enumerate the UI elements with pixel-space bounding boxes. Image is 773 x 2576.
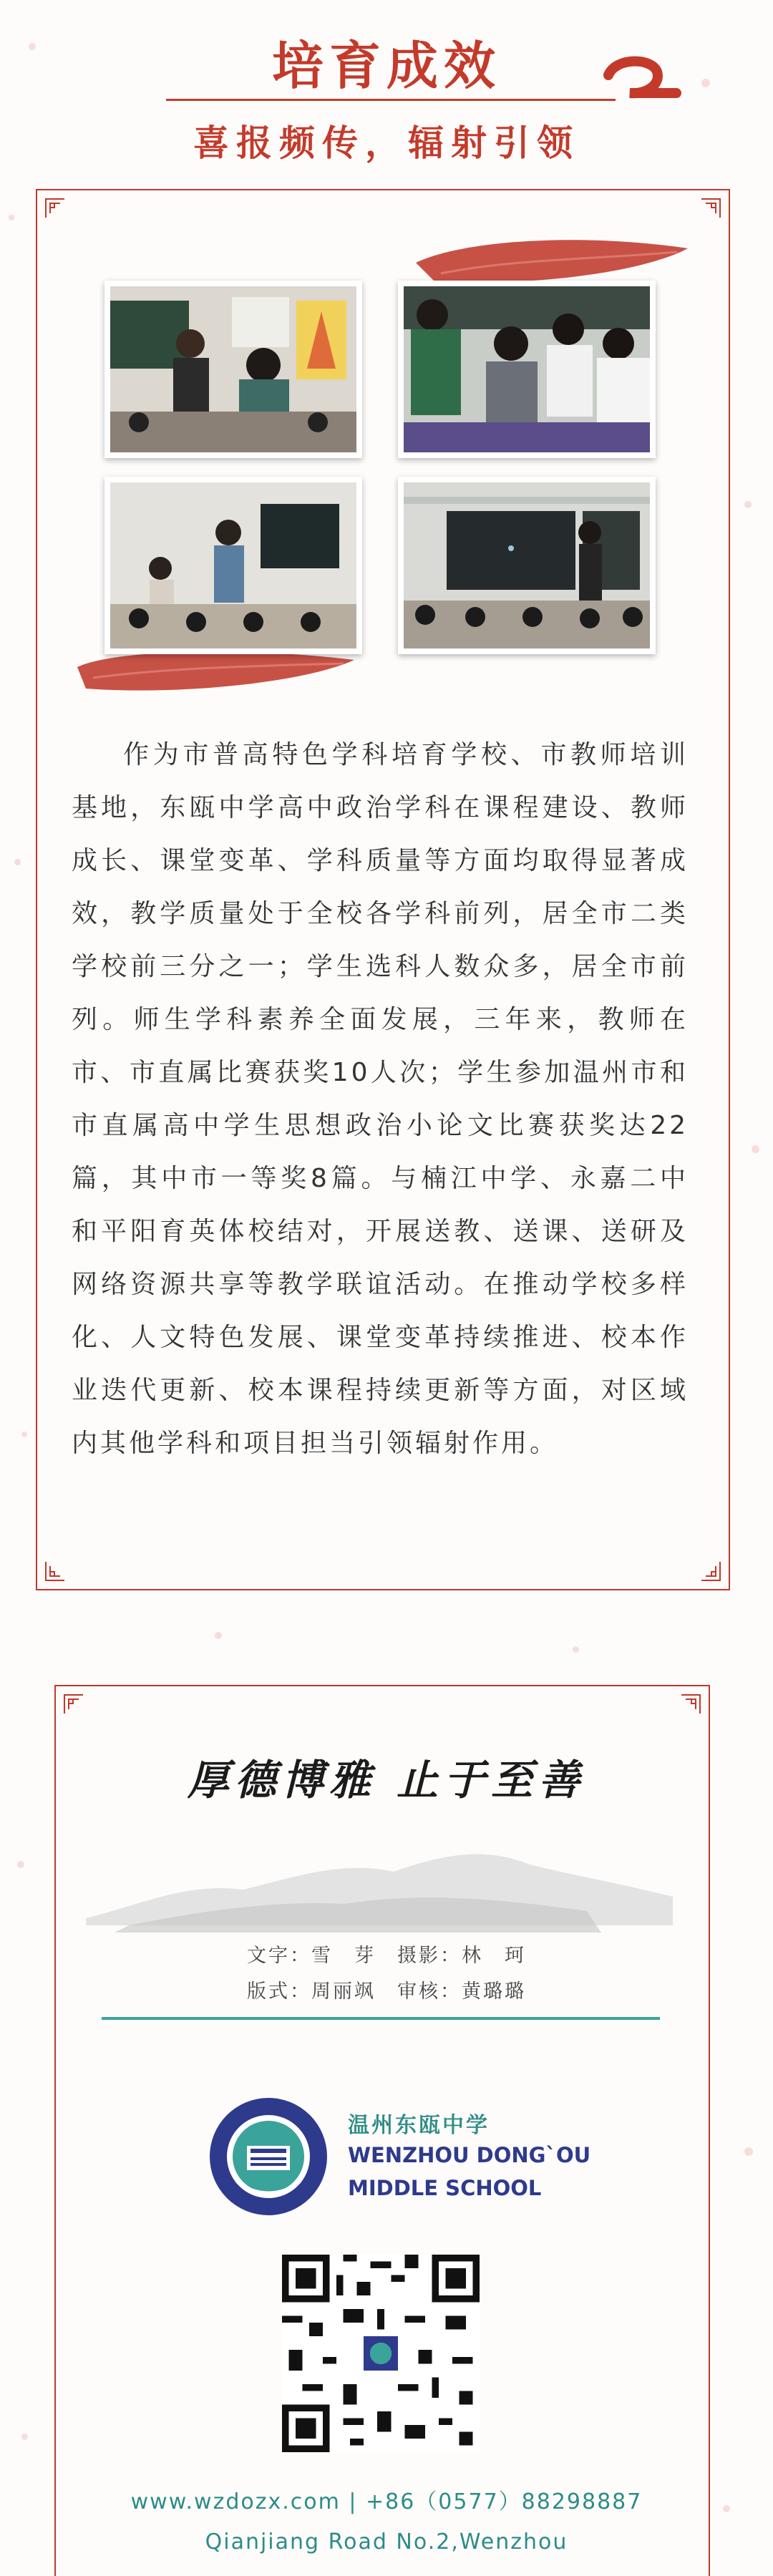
section-subtitle: 喜报频传，辐射引领	[193, 122, 580, 164]
credit-line-editors: 版式：周丽飒 审核：黄璐璐	[247, 1980, 526, 2003]
photo-frame	[104, 477, 362, 654]
corner-ornament-icon	[680, 1693, 701, 1715]
classroom-photo-1	[110, 286, 356, 452]
title-underline	[166, 99, 616, 101]
school-name-en-line2: MIDDLE SCHOOL	[348, 2176, 542, 2200]
credit-line-writers: 文字：雪 芽 摄影：林 珂	[247, 1945, 526, 1967]
article-paragraph: 作为市普高特色学科培育学校、市教师培训基地，东瓯中学高中政治学科在课程建设、教师成长、课堂变革、学科质量等方面均取得显著成效，教学质量处于全校各学科前列，居全市二类学校前三分之一；学生选科人数众多，居全市前列。师生学科素养全面发展，三年来，教师在市、市直属比赛获奖10人次；学生参加温州市和市直属高中学生思想政治小论文比赛获奖达22篇，其中市一等奖8篇。与楠江中学、永嘉二中和平阳育英体校结对，开展送教、送课、送研及网络资源共享等教学联谊活动。在推动学校多样化、人文特色发展、课堂变革持续推进、校本作业迭代更新、校本课程持续更新等方面，对区域内其他学科和项目担当引领辐射作用。	[72, 740, 689, 1458]
photo-frame	[104, 281, 362, 458]
corner-ornament-icon	[700, 198, 721, 219]
corner-ornament-icon	[44, 1560, 66, 1582]
corner-ornament-icon	[44, 198, 66, 219]
school-name-cn: 温州东瓯中学	[348, 2113, 490, 2138]
photo-frame	[398, 281, 656, 458]
divider	[102, 2017, 660, 2020]
contact-line[interactable]: www.wzdozx.com | +86（0577）88298887	[130, 2489, 643, 2514]
classroom-photo-2	[404, 286, 650, 452]
corner-ornament-icon	[700, 1560, 721, 1582]
section-title: 培育成效	[271, 36, 501, 96]
qr-code-icon[interactable]	[282, 2255, 480, 2452]
school-logo-icon	[208, 2096, 329, 2217]
school-name-en: WENZHOU DONG`OU	[348, 2143, 591, 2167]
swirl-ornament-icon	[601, 50, 687, 107]
corner-ornament-icon	[63, 1693, 84, 1715]
address-line: Qianjiang Road No.2,Wenzhou	[205, 2529, 568, 2555]
classroom-photo-4	[404, 482, 650, 648]
classroom-photo-3	[110, 482, 356, 648]
mountain-ink-icon	[86, 1832, 673, 1954]
school-motto: 厚德博雅 止于至善	[187, 1756, 586, 1804]
photo-frame	[398, 477, 656, 654]
